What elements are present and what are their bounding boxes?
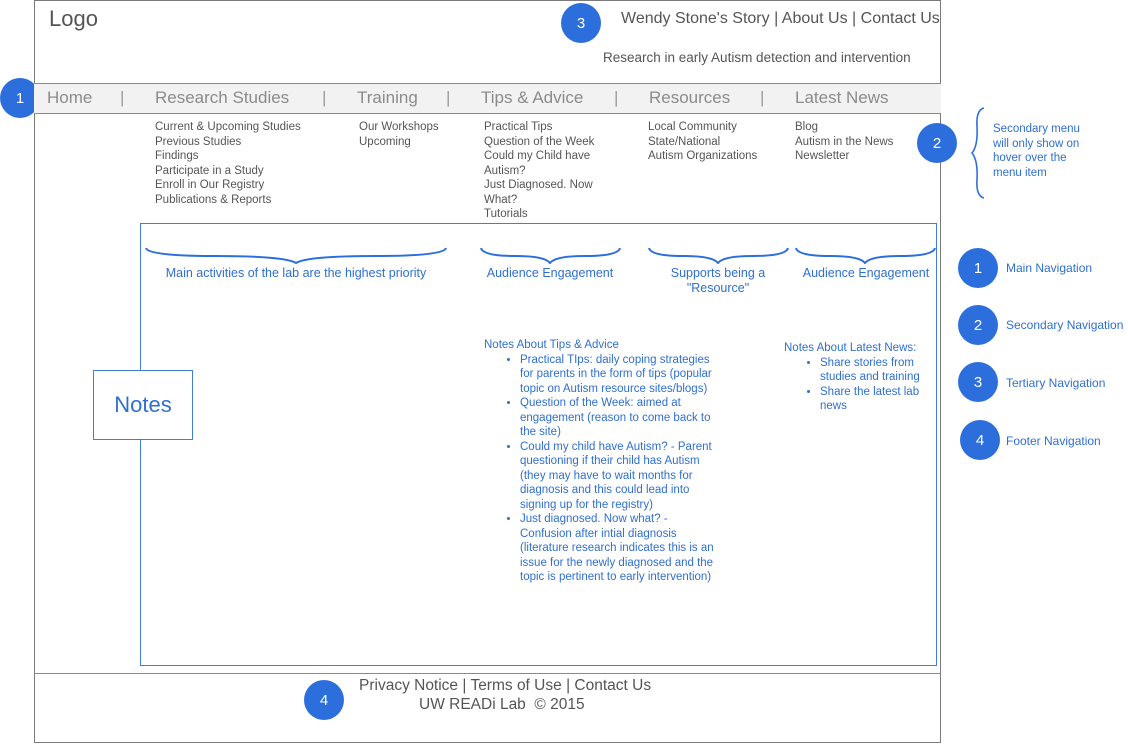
submenu-training [359,120,439,149]
nav-research-studies[interactable]: Research Studies [155,88,290,107]
list-item: • Share stories from studies and training [820,356,934,385]
submenu-item[interactable]: Blog [795,121,819,133]
link-separator: | [774,10,782,27]
legend-label-tertiary-navigation: Tertiary Navigation [1006,376,1106,390]
notes-news-heading: Notes About Latest News: [784,342,917,354]
submenu-research-studies [155,120,301,207]
nav-separator: | [120,88,125,107]
submenu-item[interactable]: Local Community [648,121,737,133]
nav-tips-advice[interactable]: Tips & Advice [481,88,584,107]
submenu-item[interactable]: What? [484,193,518,206]
footer-link-contact[interactable]: Contact Us [574,677,652,694]
nav-separator: | [614,88,619,107]
submenu-item[interactable]: Participate in a Study [155,164,264,177]
submenu-item[interactable]: Just Diagnosed. Now [484,179,593,191]
submenu-item[interactable]: Publications & Reports [155,193,272,206]
submenu-item[interactable]: Autism? [484,164,526,177]
horizontal-brace-audience-1 [480,246,621,264]
submenu-item[interactable]: Newsletter [795,150,850,162]
footer-copyright: UW READi Lab © 2015 [419,696,585,713]
secondary-nav-marker: 2 [917,123,957,163]
legend-marker-3: 3 [958,362,998,402]
horizontal-brace-main [145,246,447,264]
nav-latest-news[interactable]: Latest News [795,88,889,107]
main-nav-bar [34,83,941,114]
nav-home[interactable]: Home [47,88,93,107]
notes-news-list [784,356,934,414]
horizontal-brace-resource [648,246,789,264]
link-about-us[interactable]: About Us [781,10,848,27]
link-wendy-stone-story[interactable]: Wendy Stone's Story [621,10,770,27]
notes-box [93,370,193,440]
submenu-item[interactable]: Enroll in Our Registry [155,179,265,191]
submenu-item[interactable]: Upcoming [359,135,411,148]
submenu-resources [648,120,757,164]
brace-label-main: Main activities of the lab are the highest priority [165,266,427,280]
submenu-latest-news [795,120,893,164]
submenu-item[interactable]: Previous Studies [155,135,242,148]
legend-marker-4: 4 [960,420,1000,460]
list-item: • Practical TIps: daily coping strategies for parents in the form of tips (popular topic on Autism resource sites/blogs) [520,353,720,397]
notes-tips-heading: Notes About Tips & Advice [484,339,619,351]
footer-link-terms[interactable]: Terms of Use [470,677,562,694]
legend-marker-1: 1 [958,248,998,288]
nav-training[interactable]: Training [357,88,418,107]
secondary-menu-note: Secondary menu will only show on hover over the menu item [993,123,1080,179]
submenu-item[interactable]: Findings [155,150,199,162]
tertiary-nav-marker: 3 [561,3,601,43]
nav-resources[interactable]: Resources [649,88,731,107]
curly-brace-icon [970,106,990,200]
horizontal-brace-audience-2 [795,246,936,264]
logo[interactable]: Logo [49,6,98,31]
list-item: • Share the latest lab news [820,385,934,414]
submenu-item[interactable]: Autism in the News [795,135,894,148]
submenu-item[interactable]: Our Workshops [359,121,439,133]
footer-link-privacy[interactable]: Privacy Notice [359,677,459,694]
submenu-item[interactable]: State/National [648,135,721,148]
submenu-item[interactable]: Question of the Week [484,135,595,148]
notes-tips-list [484,353,720,585]
submenu-item[interactable]: Current & Upcoming Studies [155,121,301,133]
nav-separator: | [446,88,451,107]
brace-label-resource: Supports being a "Resource" [670,266,766,295]
notes-tips-advice [484,338,720,585]
nav-separator: | [322,88,327,107]
legend-label-main-navigation: Main Navigation [1006,261,1093,275]
notes-box-label: Notes [114,392,172,417]
legend-label-secondary-navigation: Secondary Navigation [1006,318,1124,332]
link-separator: | [566,677,575,694]
list-item: • Question of the Week: aimed at engagement (reason to come back to the site) [520,396,720,440]
footer-divider [34,673,941,674]
link-contact-us[interactable]: Contact Us [860,10,940,27]
legend-marker-2: 2 [958,305,998,345]
footer-links [359,677,651,695]
submenu-item[interactable]: Could my Child have [484,150,591,162]
list-item: • Just diagnosed. Now what? - Confusion after intial diagnosis (literature research indicates this is an issue for the newly diagnosed and the topic is pertinent to early intervention) [520,512,720,585]
submenu-item[interactable]: Practical Tips [484,121,553,133]
link-separator: | [852,10,861,27]
legend-label-footer-navigation: Footer Navigation [1006,434,1101,448]
submenu-item[interactable]: Tutorials [484,208,528,220]
brace-label-audience-2: Audience Engagement [802,266,930,280]
nav-separator: | [760,88,765,107]
tagline: Research in early Autism detection and intervention [603,50,911,65]
link-separator: | [462,677,471,694]
main-nav-marker: 1 [0,78,40,118]
footer-nav-marker: 4 [304,680,344,720]
list-item: • Could my child have Autism? - Parent questioning if their child has Autism (they may have to wait months for diagnosis and this could lead into signing up for the registry) [520,440,720,513]
tertiary-nav [621,10,940,28]
notes-latest-news [784,341,934,414]
submenu-tips-advice [484,120,594,222]
brace-label-audience-1: Audience Engagement [486,266,614,280]
submenu-item[interactable]: Autism Organizations [648,150,758,162]
